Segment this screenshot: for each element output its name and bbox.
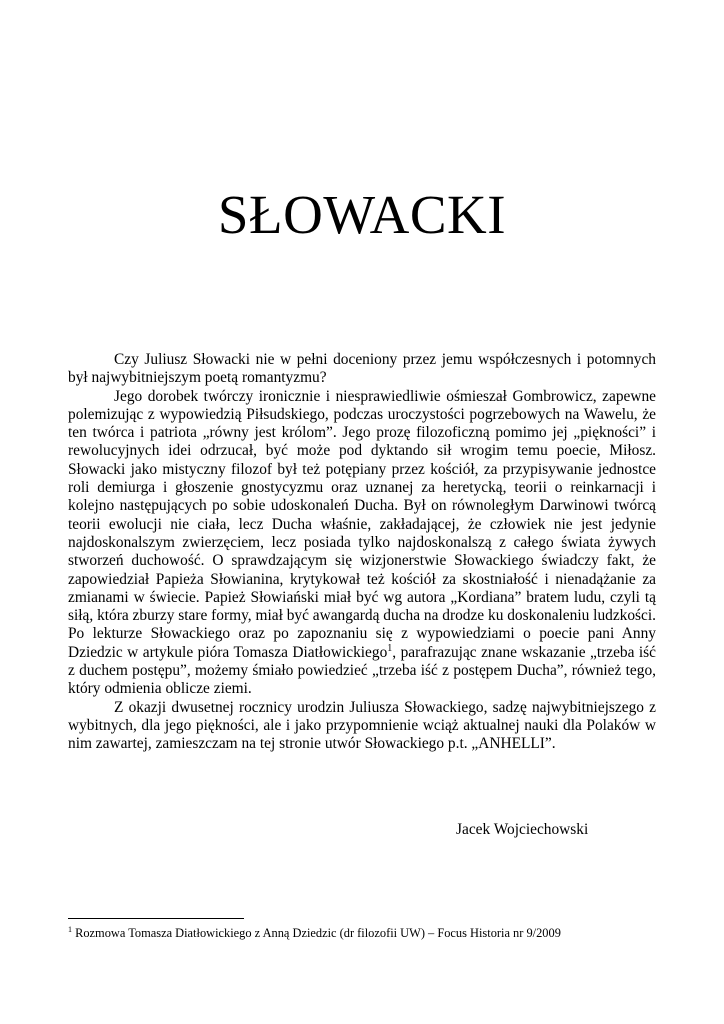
footnote-divider <box>68 918 244 919</box>
footnote <box>68 925 561 941</box>
footnote-reference: 1 <box>387 642 393 654</box>
paragraph-main-text-a: Jego dorobek twórczy ironicznie i niesprawiedliwie ośmieszał Gombrowicz, zapewne polemizując z wypowiedzią Piłsudskiego, podczas uroczystości pogrzebowych na Wawelu, że ten twórca i patriota „równy jest królom”. Jego prozę filozoficzną pomimo jej „piękności” i rewolucyjnych idei odrzucał, być może pod dyktando sił wrogim temu poecie, Miłosz. Słowacki jako mistyczny filozof był też potępiany przez kościół, za przypisywanie jednostce roli demiurga i głoszenie gnostycyzmu oraz uznanej za heretycką, teorii o reinkarnacji i kolejno następujących po sobie udoskonaleń Ducha. Był on równoległym Darwinowi twórcą teorii ewolucji nie ciała, lecz Ducha właśnie, zakładającej, że człowiek nie jest jedynie najdoskonalszym zwierzęciem, lecz posiada tylko najdoskonalszą z całego świata żywych stworzeń duchowość. O sprawdzającym się wizjonerstwie Słowackiego świadczy fakt, że zapowiedział Papieża Słowianina, krytykował też kościół za skostniałość i nienadążanie za zmianami w świecie. Papież Słowiański miał być wg autora „Kordiana” bratem ludu, czyli tą siłą, która zburzy stare formy, miał być awangardą ducha na drodze ku doskonaleniu ludzkości. Po lekturze Słowackiego oraz po zapoznaniu się z wypowiedziami o poecie pani Anny Dziedzic w artykule pióra Tomasza Diatłowickiego <box>68 387 656 661</box>
paragraph-closing: Z okazji dwusetnej rocznicy urodzin Juliusza Słowackiego, sadzę najwybitniejszego z wybitnych, dla jego piękności, ale i jako przypomnienie wciąż aktualnej nauki dla Polaków w nim zawartej, zamieszczam na tej stronie utwór Słowackiego p.t. „ANHELLI”. <box>68 698 656 753</box>
footnote-marker: 1 <box>68 924 72 934</box>
footnote-text: Rozmowa Tomasza Diatłowickiego z Anną Dziedzic (dr filozofii UW) – Focus Historia nr 9/2009 <box>72 926 561 940</box>
article-body <box>68 351 656 754</box>
paragraph-main <box>68 388 656 699</box>
paragraph-main-text-b: , parafrazując znane wskazanie „trzeba iść z duchem postępu”, możemy śmiało powiedzieć „trzeba iść z postępem Ducha”, również tego, który odmienia oblicze ziemi. <box>68 643 656 698</box>
paragraph-intro: Czy Juliusz Słowacki nie w pełni doceniony przez jemu współczesnych i potomnych był najwybitniejszym poetą romantyzmu? <box>68 351 656 387</box>
document-title: SŁOWACKI <box>217 184 507 245</box>
author-signature: Jacek Wojciechowski <box>456 821 589 838</box>
